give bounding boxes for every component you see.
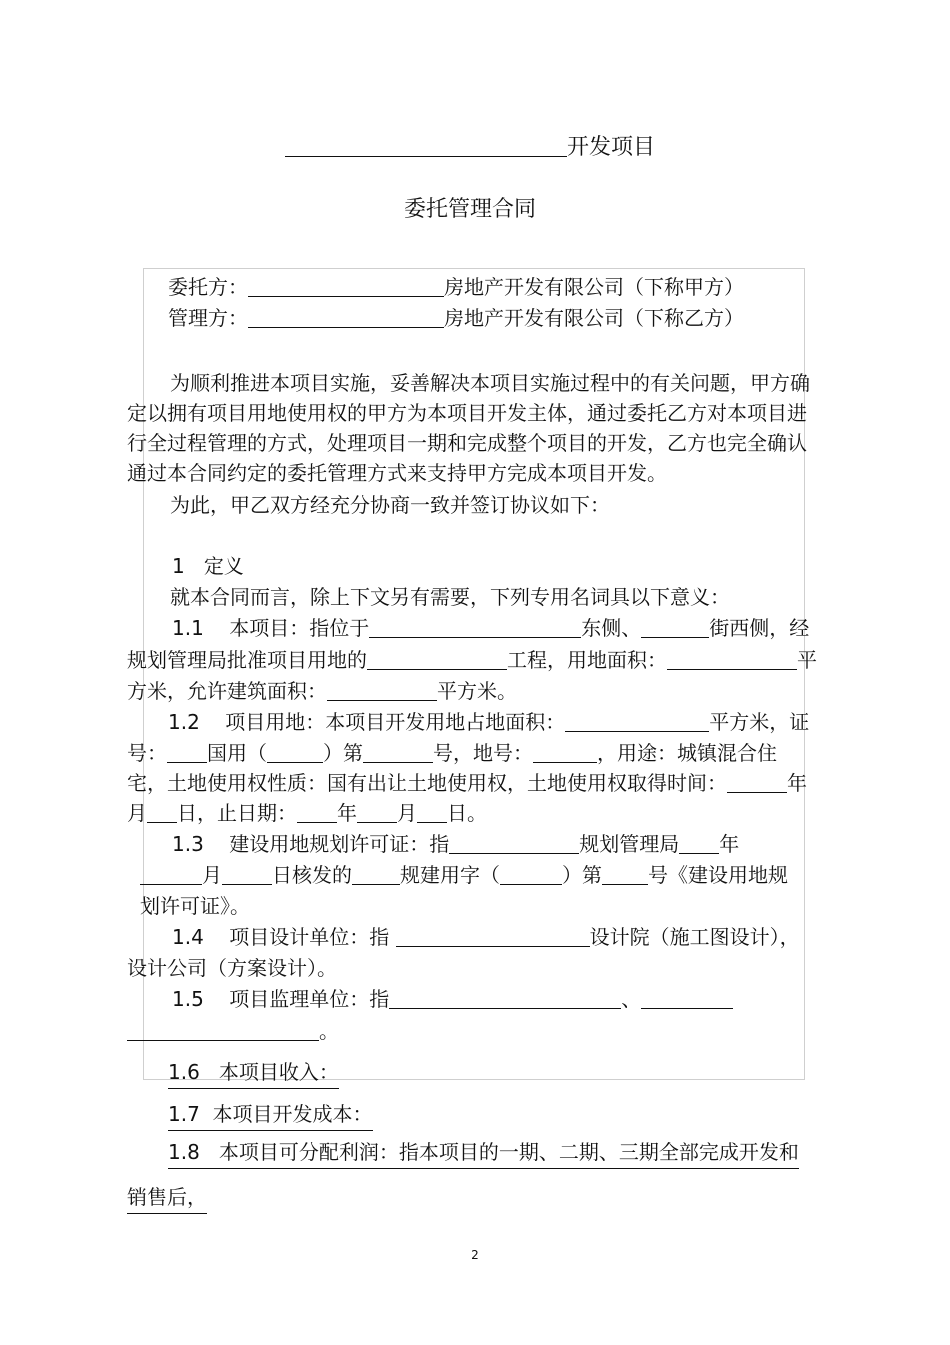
section-intro: 就本合同而言，除上下文另有需要，下列专用名词具以下意义：	[170, 585, 730, 609]
clause-1-5: 。	[127, 1016, 339, 1046]
clause-1-2: 号： 国用（ ）第 号，地号： ，用途：城镇混合住	[127, 741, 777, 765]
preamble-line: 通过本合同约定的委托管理方式来支持甲方完成本项目开发。	[127, 461, 667, 485]
preamble-line: 为顺利推进本项目实施，妥善解决本项目实施过程中的有关问题，甲方确	[170, 371, 810, 395]
clause-1-3: 1.3 建设用地规划许可证：指 规划管理局 年	[172, 832, 740, 856]
clause-1-2: 宅，土地使用权性质：国有出让土地使用权，土地使用权取得时间： 年	[127, 771, 807, 795]
clause-1-2: 1.2 项目用地：本项目开发用地占地面积： 平方米，证	[168, 710, 810, 734]
clause-1-2: 月 日，止日期： 年 月 日。	[127, 801, 487, 825]
title-line2: 委托管理合同	[404, 197, 537, 222]
title-line1: 开发项目	[285, 133, 655, 163]
clause-1-1: 方米，允许建筑面积： 平方米。	[127, 679, 517, 703]
manager-line: 管理方： 房地产开发有限公司（下称乙方）	[168, 306, 744, 330]
clause-1-8: 销售后，	[127, 1182, 207, 1214]
clause-1-1: 1.1 本项目：指位于 东侧、 街西侧，经	[172, 616, 810, 640]
section-heading: 1 定义	[172, 554, 244, 578]
clause-1-7: 1.7 本项目开发成本：	[168, 1099, 373, 1131]
clause-1-3: 划许可证》。	[140, 894, 250, 918]
clause-1-4: 1.4 项目设计单位：指 设计院（施工图设计），	[172, 925, 800, 949]
page-number: 2	[471, 1248, 479, 1262]
clause-1-3: 月 日核发的 规建用字（ ）第 号《建设用地规	[140, 860, 788, 890]
preamble-line: 定以拥有项目用地使用权的甲方为本项目开发主体，通过委托乙方对本项目进	[127, 401, 807, 425]
clause-1-4: 设计公司（方案设计）。	[127, 956, 337, 980]
clause-1-5: 1.5 项目监理单位：指 、	[172, 984, 733, 1014]
preamble-line: 行全过程管理的方式，处理项目一期和完成整个项目的开发，乙方也完全确认	[127, 431, 807, 455]
clause-1-1: 规划管理局批准项目用地的 工程，用地面积： 平	[127, 648, 817, 672]
preamble-agreement: 为此，甲乙双方经充分协商一致并签订协议如下：	[170, 493, 610, 517]
clause-1-8: 1.8 本项目可分配利润：指本项目的一期、二期、三期全部完成开发和	[168, 1137, 799, 1169]
clause-1-6: 1.6 本项目收入：	[168, 1057, 339, 1089]
client-line: 委托方： 房地产开发有限公司（下称甲方）	[168, 275, 744, 299]
